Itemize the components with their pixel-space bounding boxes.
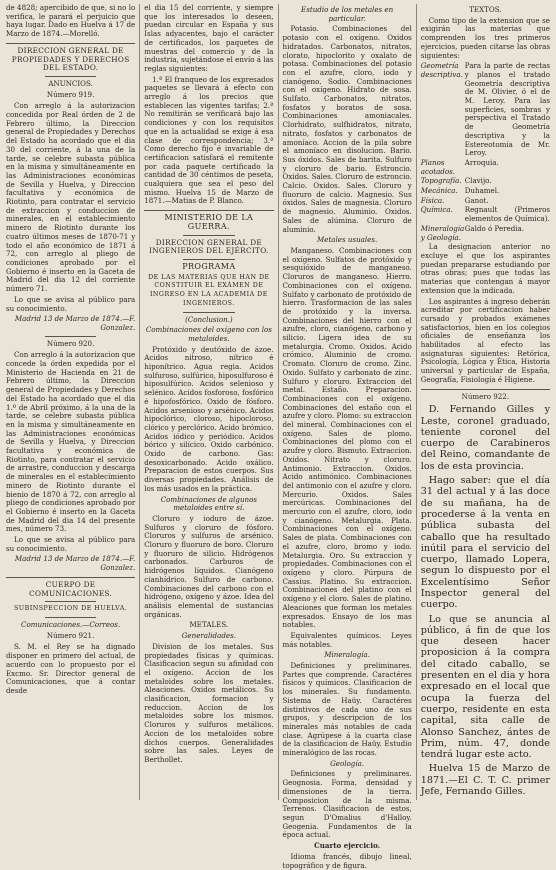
divider-short	[45, 336, 97, 337]
divider-short	[183, 235, 235, 236]
textos-row	[421, 187, 550, 196]
notice-922-closing: Lo que se anuncia al público, á fin de que los que deseen hacer proposicion á la compra del citado caballo, se presenten en el dia y hora expresado en el local que ocupa la fuerza del cuerpo, residente en esta capital, sita calle de Alonso Sanchez, ántes de Prim, núm. 47, donde tendrá lugar este acto.	[420, 613, 550, 761]
metales-heading: METALES.	[189, 620, 229, 630]
textos-intro: Como tipo de la extension que se exigirán las materias que comprenden los tres primeros ejercicios, pueden citarse las obras siguientes:	[420, 15, 550, 60]
notice-number-919: Número 919.	[46, 89, 95, 99]
divider	[144, 210, 273, 211]
textos-row	[421, 225, 550, 242]
textos-subject: Planos acotados.	[420, 157, 456, 176]
department-header: DIRECCION GENERAL DE PROPIEDADES Y DERECHOS DEL ESTADO.	[11, 45, 130, 73]
section-oxigeno-title: Combinaciones del oxígeno con los metaloides.	[145, 325, 272, 343]
textos-list	[421, 62, 550, 242]
divider	[421, 389, 550, 390]
notice-number-922: Número 922.	[461, 391, 510, 401]
cuarto-ejercicio-title: Cuarto ejercicio.	[314, 841, 381, 851]
notice-922-intro: D. Fernando Gilles y Leste, coronel graduado, teniente coronel del cuerpo de Carabineros del Reino, comandante de los de esta provincia.	[420, 404, 550, 472]
textos-row	[421, 177, 550, 186]
column-2	[139, 4, 273, 800]
textos-subject: Geometría descriptiva.	[420, 61, 463, 79]
geologia-title: Geología.	[330, 758, 365, 768]
notice-919-closing: Lo que se avisa al público para su conocimiento.	[6, 294, 136, 313]
textos-subject: Física.	[420, 195, 445, 205]
notice-922-signature: Huelva 15 de Marzo de 1871.—El C. T. C. primer Jefe, Fernando Gilles.	[420, 763, 550, 798]
metales-usuales-body: Manganeso. Combinaciones con el oxígeno. Sulfatos de protóxido y sesquióxido de manganeso. Cloruros de manganeso. Hierro. Combinaciones con el oxígeno. Sulfato y carbonato de protóxido de hierro. Trasformacion de las sales de protóxido y la inversa. Combinaciones del hierro con el azufre, cloro, cianógeno, carbono y silicio. Ligera idea de su metalurgia. Cromo. Oxidos. Acido crómico. Aluminio de cromo. Cromato. Cloruro de cromo. Zinc. Oxido. Sulfato y carbonato de zinc. Sulfuro y cloruro. Extraccion del metal. Estaño. Preparacion. Combinaciones con el oxígeno. Combinaciones del estaño con el azufre y cloro. Plomo: su extraccion del mineral. Combinaciones con el oxígeno. Sales de plomo. Combinaciones del plomo con el azufre y cloro. Bismuto. Extraccion. Oxidos. Nitrato y cloruro. Antimonio. Extraccion. Oxidos. Acido antimónico. Combinaciones del antimonio con el azufre y cloro. Mercurio. Oxidos. Sales mercúricas. Combinaciones del mercurio con el azufre, cloro, iodo y cianógeno. Metalurgia. Plata. Combinaciones con el oxígeno. Sales de plata. Combinaciones con el azufre, cloro, bromo y iodo. Metalurgia. Oro. Su extraccion y propiedades. Combinaciones con el oxígeno y cloro. Púrpura de Cassius. Platino. Su extraccion. Combinaciones del platino con el oxígeno y el cloro. Sales de platino. Aleaciones que forman los metales expresados. Ensayo de los mas notables.	[282, 245, 412, 630]
mineralogia-body: Definiciones y preliminares. Partes que comprende. Caractéres físicos y químicos. Clasificacion de los minerales. Su fundamento. Sistema de Haüy. Caractéres distintivos de cada uno de sus grupos, y descripcion de los minerales más notables de cada clase. Agrúpese á la cuarta clase de la clasificacion de Haüy. Estudio mineralógico de las rocas.	[282, 661, 412, 758]
geologia-body: Definiciones y preliminares. Geognosia. Forma, densidad y dimensiones de la tierra. Composicion de la misma. Terrenos. Clasificacion de estos, segun D'Omalius d'Halloy. Geogenia. Fundamentos de la época actual.	[282, 769, 412, 840]
divider-short	[45, 617, 97, 618]
divider	[6, 577, 135, 578]
notice-919-body: Con arreglo á la autorizacion concedida por Real órden de 2 de Febrero último, la Direccion general de Propiedades y Derechos del Estado ha acordado que el dia 30 del corriente, á la una de la tarde, se celebre subasta pública en la misma y simultáneamente en las Administraciones económicas de Sevilla y Huelva, y Direccion facultativa y económica de Riotinto, para contratar el servicio de extraccion y conduccion de minerales, en el establecimiento minero de Riotinto durante los cuatro últimos meses de 1870-71 y todo el año económico de 1871 á 72, con arreglo al pliego de condiciones aprobado por el Gobierno é inserto en la Gaceta de Madrid del dia 12 del corriente número 71.	[6, 101, 136, 294]
generalidades-heading: Generalidades.	[181, 631, 236, 641]
correos-subheader: SUBINSPECCION DE HUELVA.	[13, 605, 128, 613]
textos-subject: Química.	[420, 205, 453, 215]
notice-922	[421, 404, 550, 797]
mineralogia-title: Mineralogía.	[324, 650, 370, 660]
notice-921-rules: 1.ª El franqueo de los expresados paquetes se llevará á efecto con arreglo á los precios que establecen las vigentes tarifas; 2.ª No remitirán se verificará bajo las condiciones y con los requisitos que en la actualidad se exige á esa clase de correspondencia; 3.ª Como derecho fijo é invariable de certificacion satisfará el remitente por cada paquete certificado la cantidad de 30 céntimos de peseta, cualquiera que sea el peso del mismo. Huelva 15 de Marzo de 1871.—Matias de P. Blanco.	[144, 74, 274, 206]
section-metaloides-title: Combinaciones de algunos metaloides entre sí.	[160, 494, 258, 513]
cuarto-ejercicio-body: Idioma francés, dibujo lineal, topográfico y de figura.	[282, 851, 412, 870]
textos-subject: Mecánica.	[420, 186, 458, 196]
textos-book: Ganot.	[464, 195, 489, 205]
divider-short	[183, 312, 235, 313]
column-1	[6, 4, 135, 800]
textos-heading: TEXTOS.	[469, 5, 502, 14]
divider-short	[45, 76, 97, 77]
notice-921-body: S. M. el Rey se ha dignado disponer en primero del actual, de acuerdo con lo propuesto por el Excmo. Sr. Director general de Comunicaciones, que á contar desde	[6, 642, 136, 695]
continued-text: de 4828; apercibido de que, si no lo verifica, le parará el perjuicio que haya lugar. Dado en Huelva á 17 de Marzo de 1874.—Morelló.	[6, 3, 136, 39]
anuncios-heading: ANUNCIOS.	[48, 78, 93, 88]
programa-subtitle: DE LAS MATERIAS QUE HAN DE CONSTITUIR EL EXÁMEN DE INGRESO EN LA ACADEMIA DE INGENIEROS.	[148, 273, 270, 307]
textos-row	[421, 197, 550, 206]
aspirantes-text: Los aspirantes á ingreso deberán acreditar por certificacion haber cursado y probados exámenes satisfactorios, bien en los colegios oficiales de enseñanza los habilitados al efecto las asignaturas siguientes: Retórica, Psicología, Lógica y Ética, Historia universal y particular de España, Geografía, Fisiología é Higiene.	[420, 296, 550, 384]
correos-section: Comunicaciones.—Correos.	[21, 620, 121, 629]
designacion-text: La designacion anterior no excluye el que los aspirantes puedan prepararse estudiando por otras obras; pues que todas las materias que contengan á mayor extension que la indicada.	[420, 242, 550, 295]
textos-row	[421, 62, 550, 158]
section-oxigeno-body: Protóxido y deutóxido de ázoe. Acidos nitroso, nítrico é hiponítrico. Agua regia. Acidos sulfuroso, sulfúrico, hiposulfuroso é hiposulfúrico. Acidos selenioso y selénico. Acidos fosforoso, fosfórico é hipofosfórico. Oxido de fósforo. Acidos arsenioso y arsénico. Acidos hipoclórico, cloroso, hipocloroso, clórico y perclórico. Acido brómico. Acidos iódico y periódico. Acidos bórico y silícico. Oxido carbónico. Oxido de carbono. Gas: desoxicarbonado. Acido oxálico. Preparacion de estos cuerpos. Sus diversas propiedades. Análisis de los más usados en la práctica.	[144, 344, 274, 493]
textos-subject: Mineralogía y Geología.	[420, 223, 465, 242]
textos-book: Clavijo.	[464, 176, 492, 186]
notice-920-body: Con arreglo á la autorizacion que concede la órden expedida por el Ministerio de Hacienda en 21 de Febrero último, la Direccion general de Propiedades y Derechos del Estado ha acordado que el dia 1.º de Abril próximo, á la una de la tarde, se celebre subasta pública en la misma y simultáneamente en las Administraciones económicas de Sevilla y Huelva, y Direccion facultativa y económica de Riotinto, para contratar el servicio de arrastre, conduccion y descarga de minerales en el establecimiento minero de Riotinto durante el bienio de 1870 á 72, con arreglo al pliego de condiciones aprobado por el Gobierno é inserto en la Gaceta de Madrid del dia 14 del presente mes, número 73.	[6, 350, 136, 534]
metales-usuales-title: Metales usuales.	[316, 235, 378, 245]
textos-subject: Topografía.	[420, 176, 462, 186]
conclusion-label: (Conclusion.)	[185, 314, 233, 324]
notice-919-signature: Madrid 13 de Marzo de 1874.—F. Gonzalez.	[14, 314, 136, 332]
notice-921-continued: el dia 15 del corriente, y siempre que los interesados lo deseen, puedan circular en España y sus Islas adyacentes, bajo el carácter de certificados, los paquetes de muestras del comercio y de la industria, sujetándose el envío á las reglas siguientes:	[144, 3, 274, 73]
column-4	[416, 4, 550, 800]
textos-row	[421, 159, 550, 176]
textos-book: Regnault (Primeros elementos de Química).	[464, 205, 550, 224]
textos-book: Duhamel.	[464, 186, 500, 196]
divider-short	[183, 259, 235, 260]
column-3	[278, 4, 412, 870]
section-estudio-title: Estudio de los metales en particular.	[301, 5, 394, 23]
divider	[6, 43, 135, 44]
programa-title: PROGRAMA	[182, 261, 236, 271]
generalidades-body: Division de los metales. Sus propiedades físicas y químicas. Clasificacion segun su afinidad con el oxígeno. Accion de los metaloides sobre los metales. Aleaciones. Oxidos metálicos. Su clasificacion, formacion y reduccion. Accion de los metaloides sobre los mismos. Cloruros y sulfuros metálicos. Accion de los metaloides sobre dichos cuerpos. Generalidades sobre las sales. Leyes de Berthollet.	[144, 641, 274, 764]
textos-book: Para la parte de rectas y planos el tratado Geometría descriptiva de M. Olivier, ó el de M. Leroy. Para las superficies, sombras y perspectiva el Tratado de Geometría descriptiva y la Estereotomía de Mr. Leroy.	[464, 61, 550, 158]
notice-920-closing: Lo que se avisa al público para su conocimiento.	[6, 535, 136, 553]
textos-book: Galdo ó Peredia.	[464, 223, 525, 233]
equivalentes-text: Equivalentes químicos. Leyes más notables.	[282, 630, 412, 649]
section-estudio-body: Potasio. Combinaciones del potasio con el oxígeno. Oxidos hidratados. Carbonatos, nitratos, clorato, hipoclorito y oxalato de potasa. Combinaciones del potasio con el azufre, cloro, iodo y cianógeno. Sodio. Combinaciones con el oxígeno. Hidrato de sosa. Sulfato. Carbonatos, nitratos, fosfatos y boratos de sosa. Combinaciones amoniacales. Clorhidrato, sulfhidratos, nitrato, nitrato, fosfatos y carbonatos de amoníaco. Accion de la pila sobre el amoníaco en disolucion. Bario. Sus óxidos. Sales de barita. Sulfuro y cloruro de bario. Estroncio. Oxidos. Sales. Cloruro de estroncio. Calcio. Oxidos. Sales. Cloruro y fluoruro de calcio. Magnesio. Sus óxidos. Sales de magnesia. Cloruro de magnesio. Aluminio. Oxidos. Sales de alúmina. Cloruro de aluminio.	[282, 24, 412, 234]
notice-922-body: Hago saber: que el día 31 del actual y á las doce de su mañana, ha de procederse á la venta en pública subasta del caballo que ha resultado inútil para el servicio del cuerpo, llamado Lopera, segun lo dispuesto por el Excelentísimo Señor Inspector general del cuerpo.	[420, 475, 550, 611]
section-metaloides-body: Cloruro y ioduro de ázoe. Sulfuros y cloruro de fósforo. Cloruros y sulfuros de arsénico. Cloruro y fluoruro de boro. Cloruro y fluoruro de silicio. Hidrógenos carbonados. Carburos de hidrógenos líquidos. Cianógeno cianhídrico. Sulfuro de carbono. Combinaciones del carbono con el hidrógeno, oxígeno y ázoe. Idea del análisis elemental de sustancias orgánicas.	[144, 513, 274, 619]
ministerio-header: MINISTERIO DE LA GUERRA.	[164, 213, 254, 231]
correos-header: CUERPO DE COMUNICACIONES.	[29, 579, 113, 598]
notice-number-921: Número 921.	[46, 630, 95, 640]
textos-book: Arroquia.	[464, 157, 499, 167]
textos-row	[421, 206, 550, 223]
notice-920-signature: Madrid 13 de Marzo de 1874.—F. Gonzalez.	[14, 554, 136, 573]
direccion-ingenieros-header: DIRECCION GENERAL DE INGENIEROS DEL EJÉRCITO.	[149, 237, 269, 256]
divider-short	[45, 601, 97, 602]
notice-number-920: Número 920.	[46, 338, 95, 348]
